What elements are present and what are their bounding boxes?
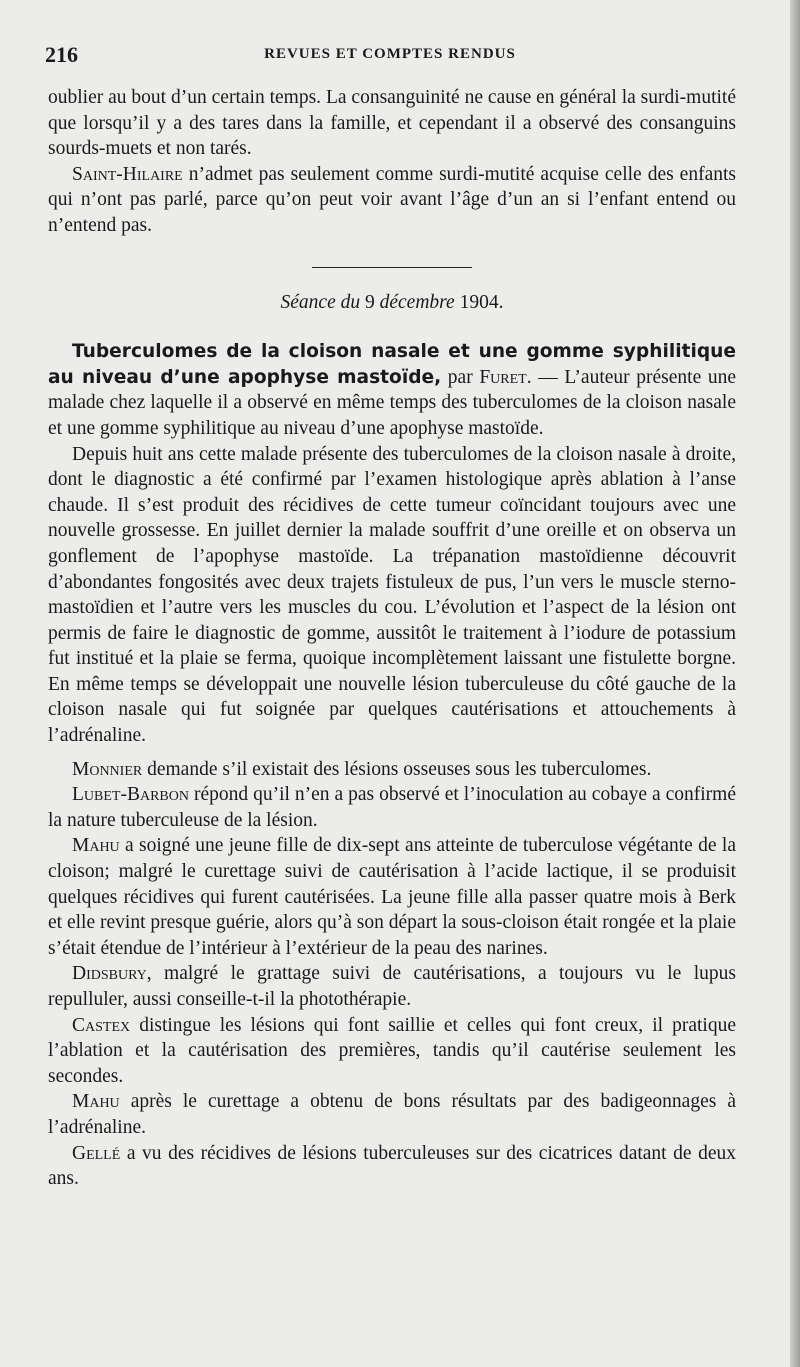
speaker-name: Castex	[72, 1014, 131, 1036]
speaker-name: Didsbury	[72, 963, 147, 985]
speaker-name: Lubet-Barbon	[72, 784, 189, 806]
paragraph-saint-hilaire	[48, 162, 736, 239]
seance-prefix: Séance du	[280, 291, 365, 313]
article-intro	[48, 339, 736, 441]
paragraph-continued: oublier au bout d’un certain temps. La consanguinité ne cause en général la surdi-mutité que lorsqu’il y a des tares dans la famille, et cependant il a observé des consanguins sourds-muets et non tarés.	[48, 87, 736, 160]
speaker-name: Mahu	[72, 1091, 120, 1113]
discussion-text: distingue les lésions qui font saillie et celles qui font creux, il pratique l’ablation et la cautérisation des premières, tandis qu’il cautérise seulement les secondes.	[48, 1014, 736, 1087]
speaker-name: Gellé	[72, 1142, 121, 1164]
discussion-castex	[48, 1013, 736, 1090]
article-title: Tuberculomes de la cloison nasale et une gomme syphilitique au niveau d’une apophyse mastoïde,	[48, 341, 736, 388]
article-intro-text: . — L’auteur présente une malade chez laquelle il a observé en même temps des tuberculomes de la cloison nasale et une gomme syphilitique au niveau d’une apophyse mastoïde.	[48, 366, 736, 439]
seance-heading	[48, 290, 736, 316]
discussion-text: , malgré le grattage suivi de cautérisations, a toujours vu le lupus repulluler, aussi conseille-t-il la photothérapie.	[48, 963, 736, 1010]
paragraph-text: n’admet pas seulement comme surdi-mutité acquise celle des enfants qui n’ont pas parlé, parce qu’on peut voir avant l’âge d’un an si l’enfant entend ou n’entend pas.	[48, 163, 736, 236]
discussion-text: a soigné une jeune fille de dix-sept ans atteinte de tuberculose végétante de la cloison; malgré le curettage suivi de cautérisation à l’acide lactique, il se produisit quelques récidives qui furent cautérisées. La jeune fille alla passer quatre mois à Berk et elle revint presque guérie, alors qu’à son départ la sous-cloison était rongée et la plaie s’était étendue de l’intérieur à l’extérieur de la peau des narines.	[48, 835, 736, 959]
speaker-name: Saint-Hilaire	[72, 163, 183, 185]
discussion-text: après le curettage a obtenu de bons résultats par des badigeonnages à l’adrénaline.	[48, 1091, 736, 1138]
seance-day: 9	[365, 291, 375, 313]
discussion-gelle	[48, 1141, 736, 1192]
discussion-didsbury	[48, 961, 736, 1012]
running-title: REVUES ET COMPTES RENDUS	[264, 46, 516, 62]
discussion-mahu-2	[48, 1089, 736, 1140]
seance-month: décembre	[374, 291, 460, 313]
discussion-lubet-barbon	[48, 782, 736, 833]
page-body	[48, 85, 736, 1192]
page-edge-shadow	[790, 0, 800, 1367]
discussion-mahu	[48, 833, 736, 961]
discussion-text: a vu des récidives de lésions tuberculeuses sur des cicatrices datant de deux ans.	[48, 1142, 736, 1190]
discussion-monnier	[48, 757, 736, 783]
discussion-text: répond qu’il n’en a pas observé et l’inoculation au cobaye a confirmé la nature tuberculeuse de la lésion.	[48, 784, 736, 831]
section-divider	[312, 267, 472, 268]
discussion-text: demande s’il existait des lésions osseuses sous les tuberculomes.	[142, 758, 652, 780]
page-number: 216	[45, 42, 78, 67]
article-paragraph: Depuis huit ans cette malade présente des tuberculomes de la cloison nasale à droite, dont le diagnostic a été confirmé par l’examen histologique après ablation à l’anse chaude. Il s’est produit des récidives de cette tumeur coïncidant toujours avec une nouvelle grossesse. En juillet dernier la malade souffrit d’une oreille et on observa un gonflement de l’apophyse mastoïde. La trépanation mastoïdienne découvrit d’abondantes fongosités avec deux trajets fistuleux de pus, l’un vers le muscle sterno-mastoïdien et l’autre vers les muscles du cou. L’évolution et l’aspect de la lésion ont permis de faire le diagnostic de gomme, aussitôt le traitement à l’iodure de potassium fut institué et la plaie se ferma, quoique incomplètement laissant une fistulette borgne. En même temps se développait une nouvelle lésion tuberculeuse du côté gauche de la cloison nasale qui fut soignée par quelques cautérisations et attouchements à l’adrénaline.	[48, 443, 736, 747]
speaker-name: Mahu	[72, 835, 120, 857]
speaker-name: Monnier	[72, 758, 143, 780]
seance-year: 1904.	[459, 291, 504, 313]
page-header	[45, 42, 735, 72]
article-author: Furet	[479, 366, 527, 388]
article-by: par	[441, 366, 480, 388]
